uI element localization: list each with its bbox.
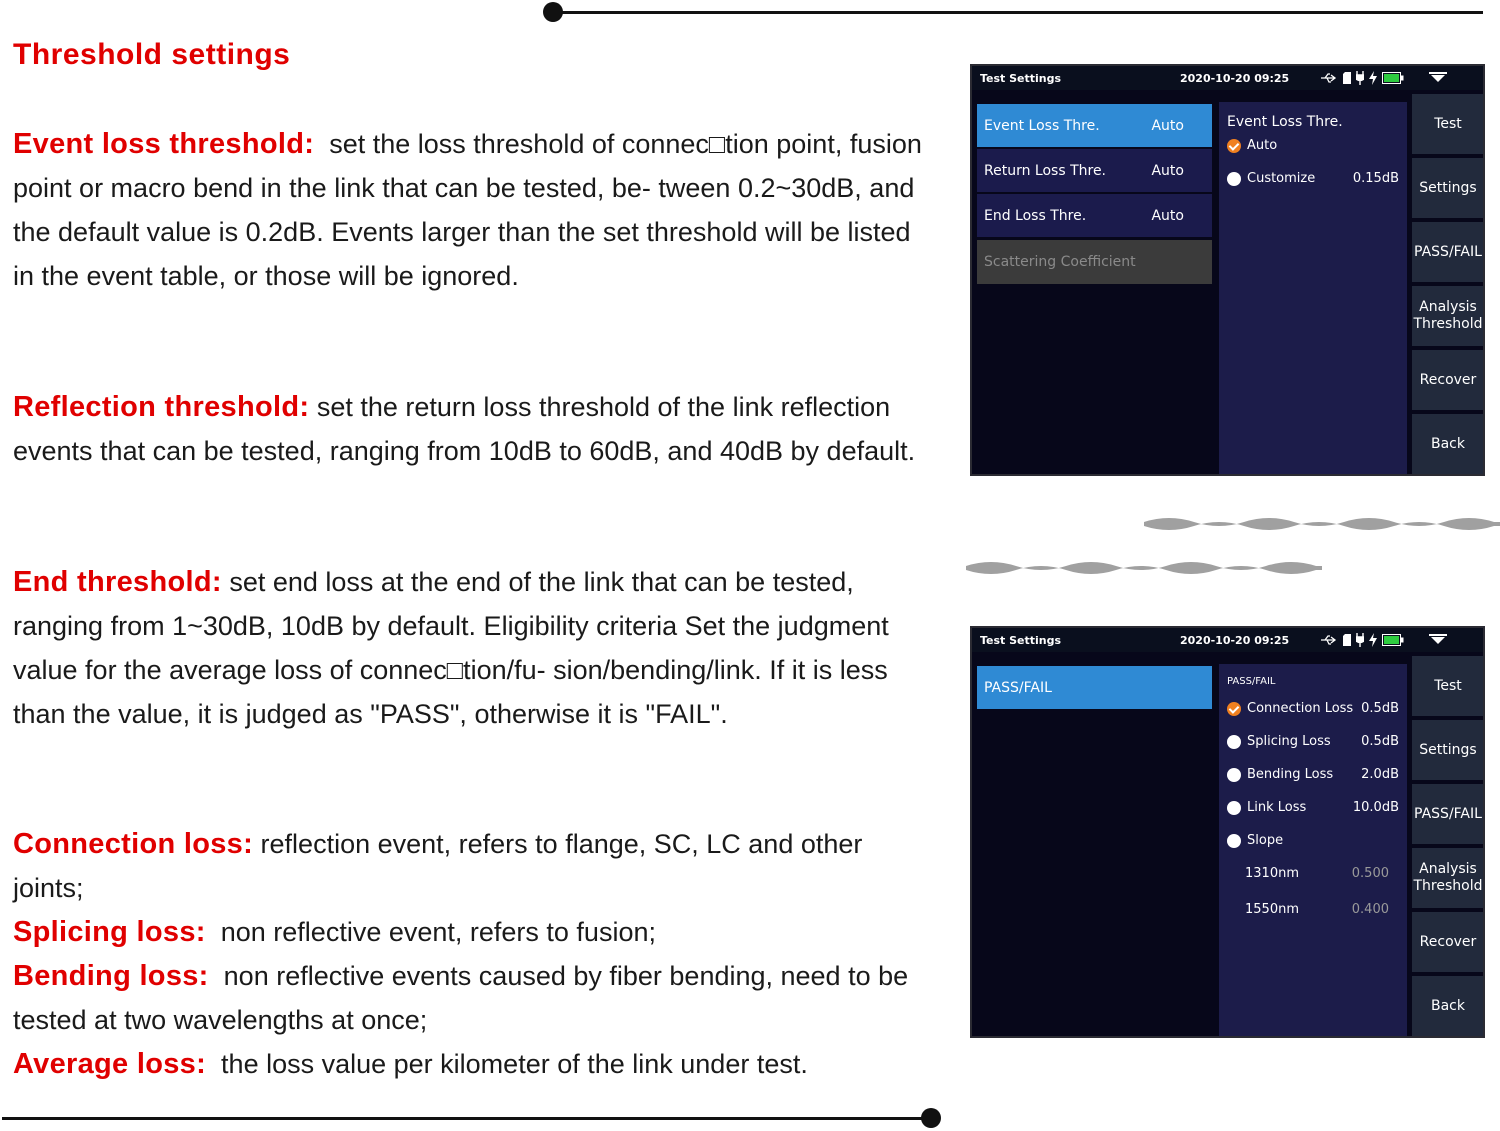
side-button-back[interactable]: Back [1412,414,1484,474]
status-bar [972,66,1483,90]
pass-fail-detail-panel [1219,664,1407,1036]
slope-label: 1550nm [1245,902,1299,917]
option-slope[interactable] [1227,833,1399,848]
side-button-analysis-threshold[interactable]: Analysis Threshold [1412,848,1484,908]
option-bending-loss[interactable] [1227,767,1399,782]
section-title: Threshold settings [13,38,291,71]
plug-icon [1356,633,1364,647]
radio-unchecked-icon [1227,768,1241,782]
option-label: Connection Loss [1247,701,1354,716]
bending-loss-line [13,954,928,1042]
option-auto[interactable] [1227,138,1399,153]
usb-icon [1320,72,1338,84]
option-label: Bending Loss [1247,767,1334,782]
slope-row-1550[interactable] [1227,902,1399,917]
battery-icon [1382,634,1404,646]
menu-item-value: Auto [1151,207,1184,224]
slope-value: 0.400 [1351,902,1389,917]
top-divider-dot [543,2,563,22]
menu-item-pass-fail[interactable] [977,666,1212,709]
charging-icon [1369,71,1377,85]
dropdown-triangle-icon[interactable] [1429,634,1447,647]
side-button-settings[interactable]: Settings [1412,158,1484,218]
battery-icon [1382,72,1404,84]
end-threshold-body: set end loss at the end of the link that can be tested, ranging from 1~30dB, 10dB by default. Eligibility criteria Set the judgment value for the average loss of connec□tion/fu- sion/bending/link. If it is less than the value, it is judged as "PASS", otherwise it is "FAIL". [13,567,889,729]
settings-menu [977,666,1212,711]
side-button-pass-fail[interactable]: PASS/FAIL [1412,222,1484,282]
bottom-divider [2,1117,932,1120]
radio-checked-icon [1227,702,1241,716]
radio-checked-icon [1227,139,1241,153]
plug-icon [1356,71,1364,85]
bending-loss-body: non reflective events caused by fiber bending, need to be tested at two wavelengths at once; [13,961,909,1035]
status-time: 2020-10-20 09:25 [1180,633,1290,647]
connection-loss-term: Connection loss: [13,828,254,860]
radio-unchecked-icon [1227,801,1241,815]
menu-item-label: Scattering Coefficient [984,254,1136,270]
menu-item-label: PASS/FAIL [984,679,1052,696]
side-button-recover[interactable]: Recover [1412,912,1484,972]
menu-item-value: Auto [1151,162,1184,179]
option-label: Link Loss [1247,800,1307,815]
menu-item-label: End Loss Thre. [984,207,1087,224]
bottom-divider-dot [921,1108,941,1128]
sdcard-icon [1343,634,1351,646]
slope-value: 0.500 [1351,866,1389,881]
menu-item-value: Auto [1151,117,1184,134]
menu-item-event-loss[interactable] [977,104,1212,147]
event-loss-term: Event loss threshold: [13,128,315,160]
menu-item-label: Return Loss Thre. [984,162,1107,179]
sdcard-icon [1343,72,1351,84]
connection-loss-line [13,822,928,910]
option-label: Auto [1247,138,1278,153]
status-icons [1320,633,1404,647]
option-link-loss[interactable] [1227,800,1399,815]
event-loss-detail-panel [1219,102,1407,474]
side-button-test[interactable]: Test [1412,94,1484,154]
status-icons [1320,71,1404,85]
end-threshold-term: End threshold: [13,566,222,598]
side-button-pass-fail[interactable]: PASS/FAIL [1412,784,1484,844]
status-bar [972,628,1483,652]
detail-heading: Event Loss Thre. [1227,114,1343,130]
side-button-back[interactable]: Back [1412,976,1484,1036]
menu-item-scattering-coefficient[interactable] [977,240,1212,284]
status-title: Test Settings [980,633,1062,647]
average-loss-term: Average loss: [13,1048,207,1080]
end-threshold-paragraph [13,560,928,736]
radio-unchecked-icon [1227,735,1241,749]
detail-heading: PASS/FAIL [1227,676,1276,687]
wave-separator-lower [966,556,1322,580]
device-screen-pass-fail [970,626,1485,1038]
side-button-column [1412,94,1484,476]
event-loss-body: set the loss threshold of connec□tion point, fusion point or macro bend in the link that can be tested, be- tween 0.2~30dB, and the default value is 0.2dB. Events larger than the set threshold will be listed in the event table, or those will be ignored. [13,129,922,291]
wave-separator-upper [1144,512,1500,536]
option-label: Slope [1247,833,1284,848]
radio-unchecked-icon [1227,172,1241,186]
splicing-loss-line [13,910,928,954]
option-label: Splicing Loss [1247,734,1331,749]
bending-loss-term: Bending loss: [13,960,209,992]
average-loss-body: the loss value per kilometer of the link under test. [221,1049,808,1079]
usb-icon [1320,634,1338,646]
dropdown-triangle-icon[interactable] [1429,72,1447,85]
splicing-loss-body: non reflective event, refers to fusion; [220,917,656,947]
status-title: Test Settings [980,71,1062,85]
menu-item-return-loss[interactable] [977,149,1212,192]
connection-loss-body: reflection event, refers to flange, SC, LC and other joints; [13,829,863,903]
event-loss-paragraph [13,122,928,298]
menu-item-end-loss[interactable] [977,194,1212,237]
device-screen-threshold [970,64,1485,476]
option-value: 10.0dB [1352,800,1399,815]
menu-item-label: Event Loss Thre. [984,117,1100,134]
slope-row-1310[interactable] [1227,866,1399,881]
reflection-paragraph [13,385,928,473]
slope-label: 1310nm [1245,866,1299,881]
option-value: 0.5dB [1361,734,1399,749]
side-button-column [1412,656,1484,1038]
settings-menu [977,104,1212,286]
charging-icon [1369,633,1377,647]
loss-definitions [13,822,928,1086]
status-time: 2020-10-20 09:25 [1180,71,1290,85]
option-value: 0.5dB [1361,701,1399,716]
side-button-analysis-threshold[interactable]: Analysis Threshold [1412,286,1484,346]
side-button-recover[interactable]: Recover [1412,350,1484,410]
side-button-test[interactable]: Test [1412,656,1484,716]
average-loss-line [13,1042,928,1086]
splicing-loss-term: Splicing loss: [13,916,206,948]
option-connection-loss[interactable] [1227,701,1399,716]
option-value: 2.0dB [1361,767,1399,782]
option-value: 0.15dB [1352,171,1399,186]
reflection-body: set the return loss threshold of the link reflection events that can be tested, ranging from 10dB to 60dB, and 40dB by default. [13,392,916,466]
side-button-settings[interactable]: Settings [1412,720,1484,780]
top-divider [553,11,1483,14]
reflection-term: Reflection threshold: [13,391,310,423]
option-splicing-loss[interactable] [1227,734,1399,749]
option-label: Customize [1247,171,1316,186]
radio-unchecked-icon [1227,834,1241,848]
option-customize[interactable] [1227,171,1399,186]
